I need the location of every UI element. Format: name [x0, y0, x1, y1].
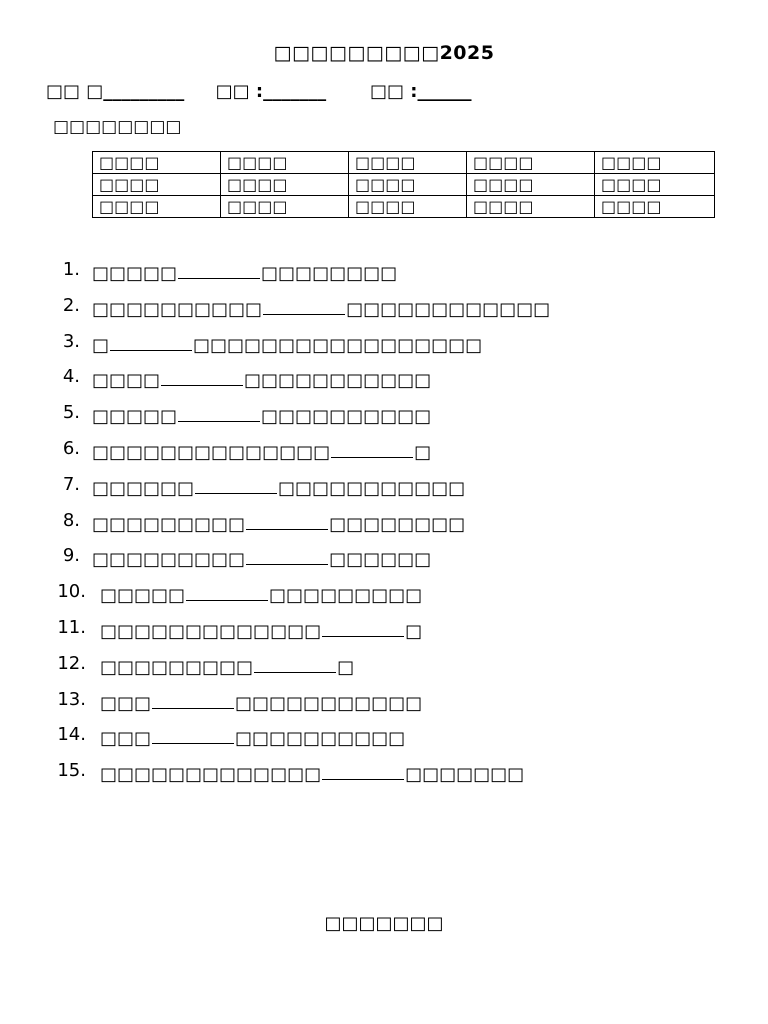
question-number: 2.: [62, 294, 80, 316]
word-table-cell: □□□□: [595, 174, 715, 196]
question-text-before: □□□: [100, 692, 152, 714]
answer-blank[interactable]: [322, 759, 404, 780]
question-text-before: □□□: [100, 728, 152, 750]
answer-blank[interactable]: [263, 294, 345, 315]
answer-blank[interactable]: [161, 365, 243, 386]
question-text-before: □□□□□: [92, 406, 178, 428]
question-text-before: □□□□□□□□□□: [92, 298, 263, 320]
question-item: [0, 294, 768, 330]
question-text-before: □: [92, 334, 110, 356]
question-item: [0, 365, 768, 401]
question-number: 6.: [62, 437, 80, 459]
question-text-after: □□□□□□□□□: [269, 585, 423, 607]
question-item: [0, 723, 768, 759]
question-text-after: □: [337, 656, 355, 678]
question-text-before: □□□□□□: [92, 477, 195, 499]
question-text-before: □□□□□□□□□: [92, 513, 246, 535]
word-table-row: [93, 196, 715, 218]
question-text-after: □□□□□□□□□□□: [244, 370, 432, 392]
question-text: [92, 473, 465, 501]
question-item: [0, 437, 768, 473]
answer-blank[interactable]: [178, 258, 260, 279]
page-footer: □□□□□□□: [324, 913, 444, 934]
question-text: [100, 723, 405, 751]
question-text-after: □: [405, 620, 423, 642]
question-text-after: □□□□□□□□□□□: [278, 477, 466, 499]
question-text: [92, 365, 431, 393]
question-number: 8.: [62, 509, 80, 531]
question-item: [0, 473, 768, 509]
class-field-label: □□ □_________: [46, 81, 185, 102]
question-text-before: □□□□□: [100, 585, 186, 607]
question-text: [92, 437, 431, 465]
question-number: 5.: [62, 402, 80, 424]
question-number: 11.: [57, 616, 86, 638]
question-text: [100, 759, 524, 787]
word-table-cell: □□□□: [221, 174, 349, 196]
question-text-before: □□□□□□□□□□□□□□: [92, 441, 331, 463]
answer-blank[interactable]: [195, 473, 277, 494]
question-number: 13.: [57, 688, 86, 710]
word-table-cell: □□□□: [467, 174, 595, 196]
answer-blank[interactable]: [246, 544, 328, 565]
question-text: [100, 688, 422, 716]
question-text-after: □□□□□□□□□□□□: [346, 298, 551, 320]
question-item: [0, 544, 768, 580]
name-field-label: □□ :_______: [215, 81, 327, 102]
question-text-before: □□□□: [92, 370, 161, 392]
question-item: [0, 652, 768, 688]
answer-blank[interactable]: [110, 330, 192, 351]
question-number: 4.: [62, 366, 80, 388]
word-bank-table: [92, 151, 715, 218]
answer-blank[interactable]: [254, 652, 336, 673]
question-number: 12.: [57, 652, 86, 674]
question-number: 14.: [57, 724, 86, 746]
question-item: [0, 509, 768, 545]
question-text: [100, 616, 422, 644]
question-text-after: □□□□□□□□□□: [261, 406, 432, 428]
word-table-cell: □□□□: [349, 196, 467, 218]
question-text-before: □□□□□□□□□□□□□: [100, 764, 322, 786]
question-text-before: □□□□□□□□□: [92, 549, 246, 571]
answer-blank[interactable]: [152, 723, 234, 744]
question-list: [0, 258, 768, 795]
question-number: 1.: [62, 259, 80, 280]
question-text-before: □□□□□□□□□: [100, 656, 254, 678]
question-item: [0, 330, 768, 366]
question-item: [0, 688, 768, 724]
question-text: [92, 330, 482, 358]
word-table-cell: □□□□: [221, 152, 349, 174]
word-table-cell: □□□□: [467, 196, 595, 218]
word-table-cell: □□□□: [467, 152, 595, 174]
question-text: [92, 509, 465, 537]
score-field-label: □□ :______: [370, 81, 472, 102]
question-text-before: □□□□□□□□□□□□□: [100, 620, 322, 642]
question-item: [0, 580, 768, 616]
answer-blank[interactable]: [152, 688, 234, 709]
answer-blank[interactable]: [186, 580, 268, 601]
answer-blank[interactable]: [246, 509, 328, 530]
word-table-cell: □□□□: [349, 152, 467, 174]
question-item: [0, 401, 768, 437]
question-item: [0, 616, 768, 652]
word-table-cell: □□□□: [93, 174, 221, 196]
question-number: 7.: [62, 473, 80, 495]
question-text: [100, 652, 354, 680]
question-text-before: □□□□□: [92, 263, 178, 284]
section-heading: □□□□□□□□: [53, 117, 182, 137]
question-text-after: □□□□□□□□□□: [235, 728, 406, 750]
word-table-cell: □□□□: [595, 196, 715, 218]
word-table-row: [93, 152, 715, 174]
answer-blank[interactable]: [331, 437, 413, 458]
question-item: [0, 258, 768, 294]
question-text-after: □□□□□□□□: [329, 513, 466, 535]
question-text-after: □□□□□□□□□□□: [235, 692, 423, 714]
word-table-cell: □□□□: [93, 152, 221, 174]
question-text: [92, 294, 550, 322]
word-table-cell: □□□□: [221, 196, 349, 218]
word-table-row: [93, 174, 715, 196]
question-item: [0, 759, 768, 795]
question-number: 10.: [57, 581, 86, 603]
question-text: [100, 580, 422, 608]
student-info-row: [46, 81, 471, 102]
question-text-after: □□□□□□□□: [261, 263, 398, 284]
question-number: 9.: [62, 545, 80, 567]
question-text: [92, 258, 397, 286]
word-table-cell: □□□□: [93, 196, 221, 218]
word-table-cell: □□□□: [595, 152, 715, 174]
answer-blank[interactable]: [178, 401, 260, 422]
question-text-after: □□□□□□□: [405, 764, 525, 786]
question-text: [92, 401, 431, 429]
question-text-after: □: [414, 441, 432, 463]
question-text-after: □□□□□□: [329, 549, 432, 571]
word-table-cell: □□□□: [349, 174, 467, 196]
question-number: 15.: [57, 760, 86, 782]
answer-blank[interactable]: [322, 616, 404, 637]
question-text: [92, 544, 431, 572]
question-number: 3.: [62, 330, 80, 352]
question-text-after: □□□□□□□□□□□□□□□□□: [193, 334, 483, 356]
document-title: □□□□□□□□□2025: [273, 42, 495, 64]
